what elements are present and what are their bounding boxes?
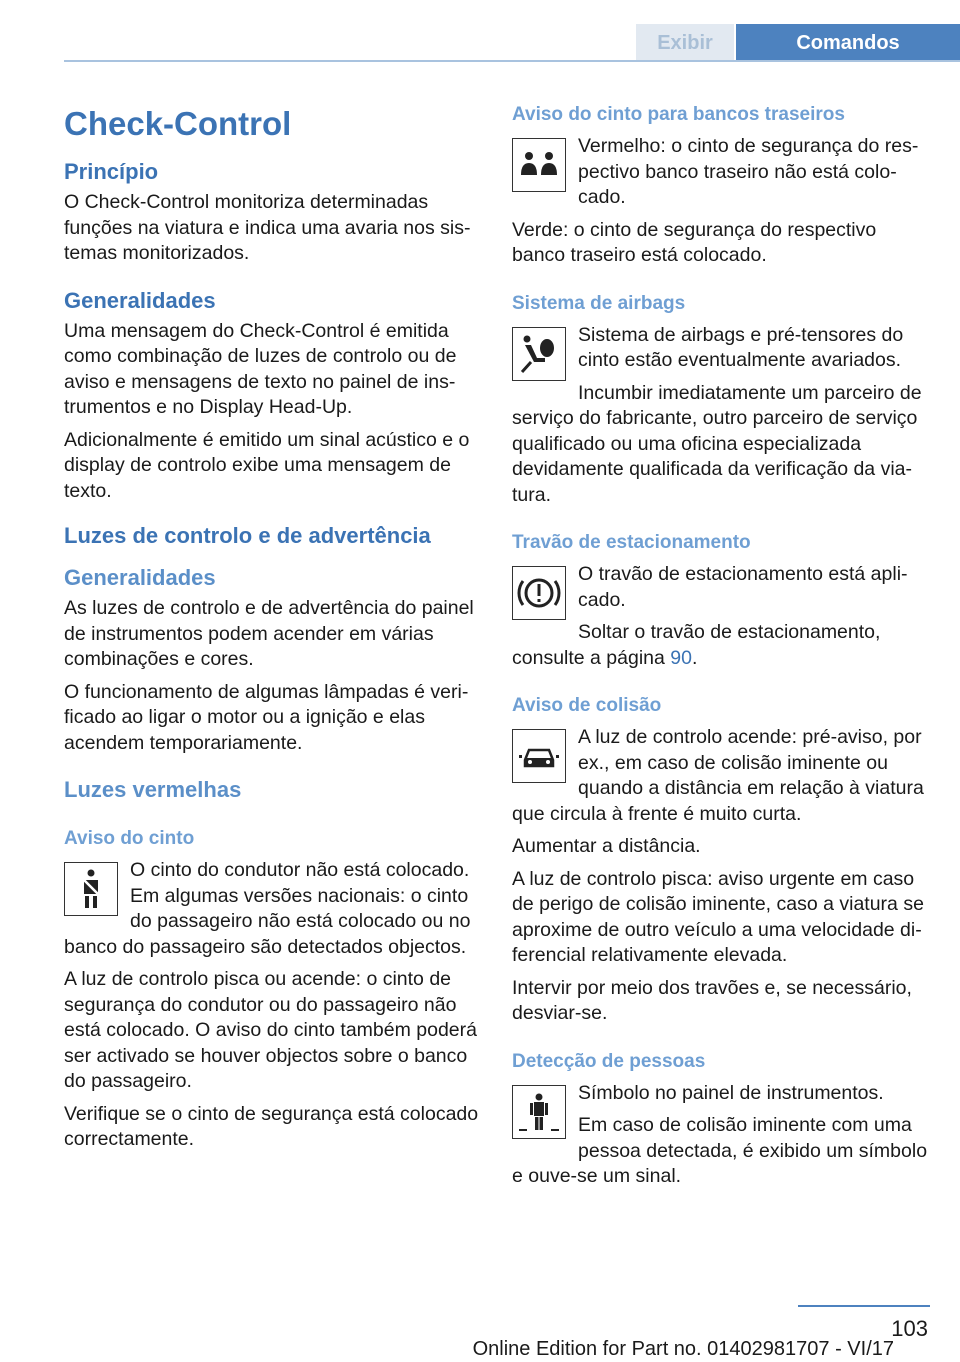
heading-luzes-vermelhas: Luzes vermelhas [64, 777, 242, 802]
aviso-cinto-p2: A luz de controlo pisca ou acende: o cinto de segurança do condutor ou do passageiro não está colocado. O aviso do cinto também poderá ser activado se houver objectos sobre o banco do passageiro. [64, 968, 477, 1092]
right-column [512, 98, 930, 1197]
heading-generalidades: Generalidades [64, 287, 216, 313]
page-link-90[interactable]: 90 [670, 646, 692, 669]
page-title: Check-Control [64, 105, 292, 142]
heading-travao: Travão de estacionamento [512, 532, 751, 553]
colisao-p4: Intervir por meio dos travões e, se necessário, desviar-se. [512, 976, 912, 1024]
tab-comandos[interactable]: Comandos [736, 24, 960, 62]
colisao-p1: A luz de controlo acende: pré-aviso, por ex., em caso de colisão iminente ou quando a distância em relação à viatura que circula à frente é muito curta. [512, 726, 924, 825]
airbags-p2: Incumbir imediatamente um parceiro de serviço do fabricante, outro parceiro de serviço qualificado ou uma oficina especializada devidamente qualificada da verificação da viatura. [512, 381, 922, 506]
airbags-p1: Sistema de airbags e pré-tensores do cinto estão eventualmente avariados. [578, 323, 904, 371]
aviso-cinto-p1: O cinto do condutor não está colocado. Em algumas versões nacionais: o cinto do passageiro não está colocado ou no banco do passageiro são detectados objectos. [64, 859, 471, 958]
traseiros-p1: Vermelho: o cinto de segurança do respectivo banco traseiro não está colocado. [578, 135, 919, 208]
heading-colisao: Aviso de colisão [512, 695, 662, 716]
footer-rule [798, 1305, 930, 1307]
pessoas-p2: Em caso de colisão iminente com uma pessoa detectada, é exibido um símbolo e ouve-se um sinal. [512, 1114, 928, 1187]
collision-warning-icon [512, 729, 566, 783]
travao-item [512, 562, 930, 613]
heading-luzes: Luzes de controlo e de advertência [64, 523, 431, 548]
heading-principio: Princípio [64, 159, 159, 184]
traseiros-item [512, 134, 930, 211]
generalidades-p1: Uma mensagem do Check-Control é emitida como combinação de luzes de controlo ou de aviso e mensagens de texto no painel de instrumentos e no Display Head-Up. [64, 319, 457, 418]
travao-p2-suffix: . [692, 646, 698, 669]
left-column [64, 98, 480, 1160]
airbag-icon [512, 327, 566, 381]
header-tabs [636, 24, 960, 62]
heading-luzes-generalidades: Generalidades [64, 565, 216, 590]
pessoas-item [512, 1081, 930, 1190]
rear-seatbelt-icon [512, 138, 566, 192]
travao-p2-prefix: Soltar o travão de estacionamento, consulte a página [512, 621, 881, 669]
airbags-item [512, 323, 930, 374]
heading-pessoas: Detecção de pessoas [512, 1050, 706, 1072]
luzes-p2: O funcionamento de algumas lâmpadas é verificado ao ligar o motor ou a ignição e elas acendem temporariamente. [64, 680, 469, 754]
generalidades-p2: Adicionalmente é emitido um sinal acústico e o display de controlo exibe uma mensagem de texto. [64, 428, 470, 502]
heading-airbags: Sistema de airbags [512, 292, 686, 314]
pessoas-p1: Símbolo no painel de instrumentos. [578, 1081, 884, 1104]
colisao-p2: Aumentar a distância. [512, 835, 701, 857]
travao-p1: O travão de estacionamento está aplicado. [578, 563, 908, 611]
footer-edition: Online Edition for Part no. 01402981707 - VI/17 [472, 1338, 894, 1360]
heading-aviso-cinto: Aviso do cinto [64, 828, 195, 849]
colisao-p3: A luz de controlo pisca: aviso urgente em caso de perigo de colisão iminente, caso a viatura se aproxime de outro veículo a uma velocidade diferencial relativamente elevada. [512, 867, 924, 966]
page-number: 103 [891, 1316, 928, 1341]
tab-exibir[interactable]: Exibir [636, 24, 734, 62]
heading-traseiros: Aviso do cinto para bancos traseiros [512, 104, 845, 125]
parking-brake-icon [512, 566, 566, 620]
principio-text: O Check-Control monitoriza determinadas funções na viatura e indica uma avaria nos sistemas monitorizados. [64, 191, 471, 264]
aviso-cinto-p3: Verifique se o cinto de segurança está colocado correctamente. [64, 1102, 479, 1150]
luzes-p1: As luzes de controlo e de advertência do painel de instrumentos podem acender em várias combinações e cores. [64, 597, 474, 670]
traseiros-p2: Verde: o cinto de segurança do respectivo banco traseiro está colocado. [512, 218, 877, 266]
pedestrian-icon [512, 1085, 566, 1139]
seatbelt-icon [64, 862, 118, 916]
colisao-item [512, 725, 930, 827]
travao-p2 [512, 620, 930, 671]
header-rule [64, 60, 960, 62]
aviso-cinto-item [64, 858, 480, 960]
